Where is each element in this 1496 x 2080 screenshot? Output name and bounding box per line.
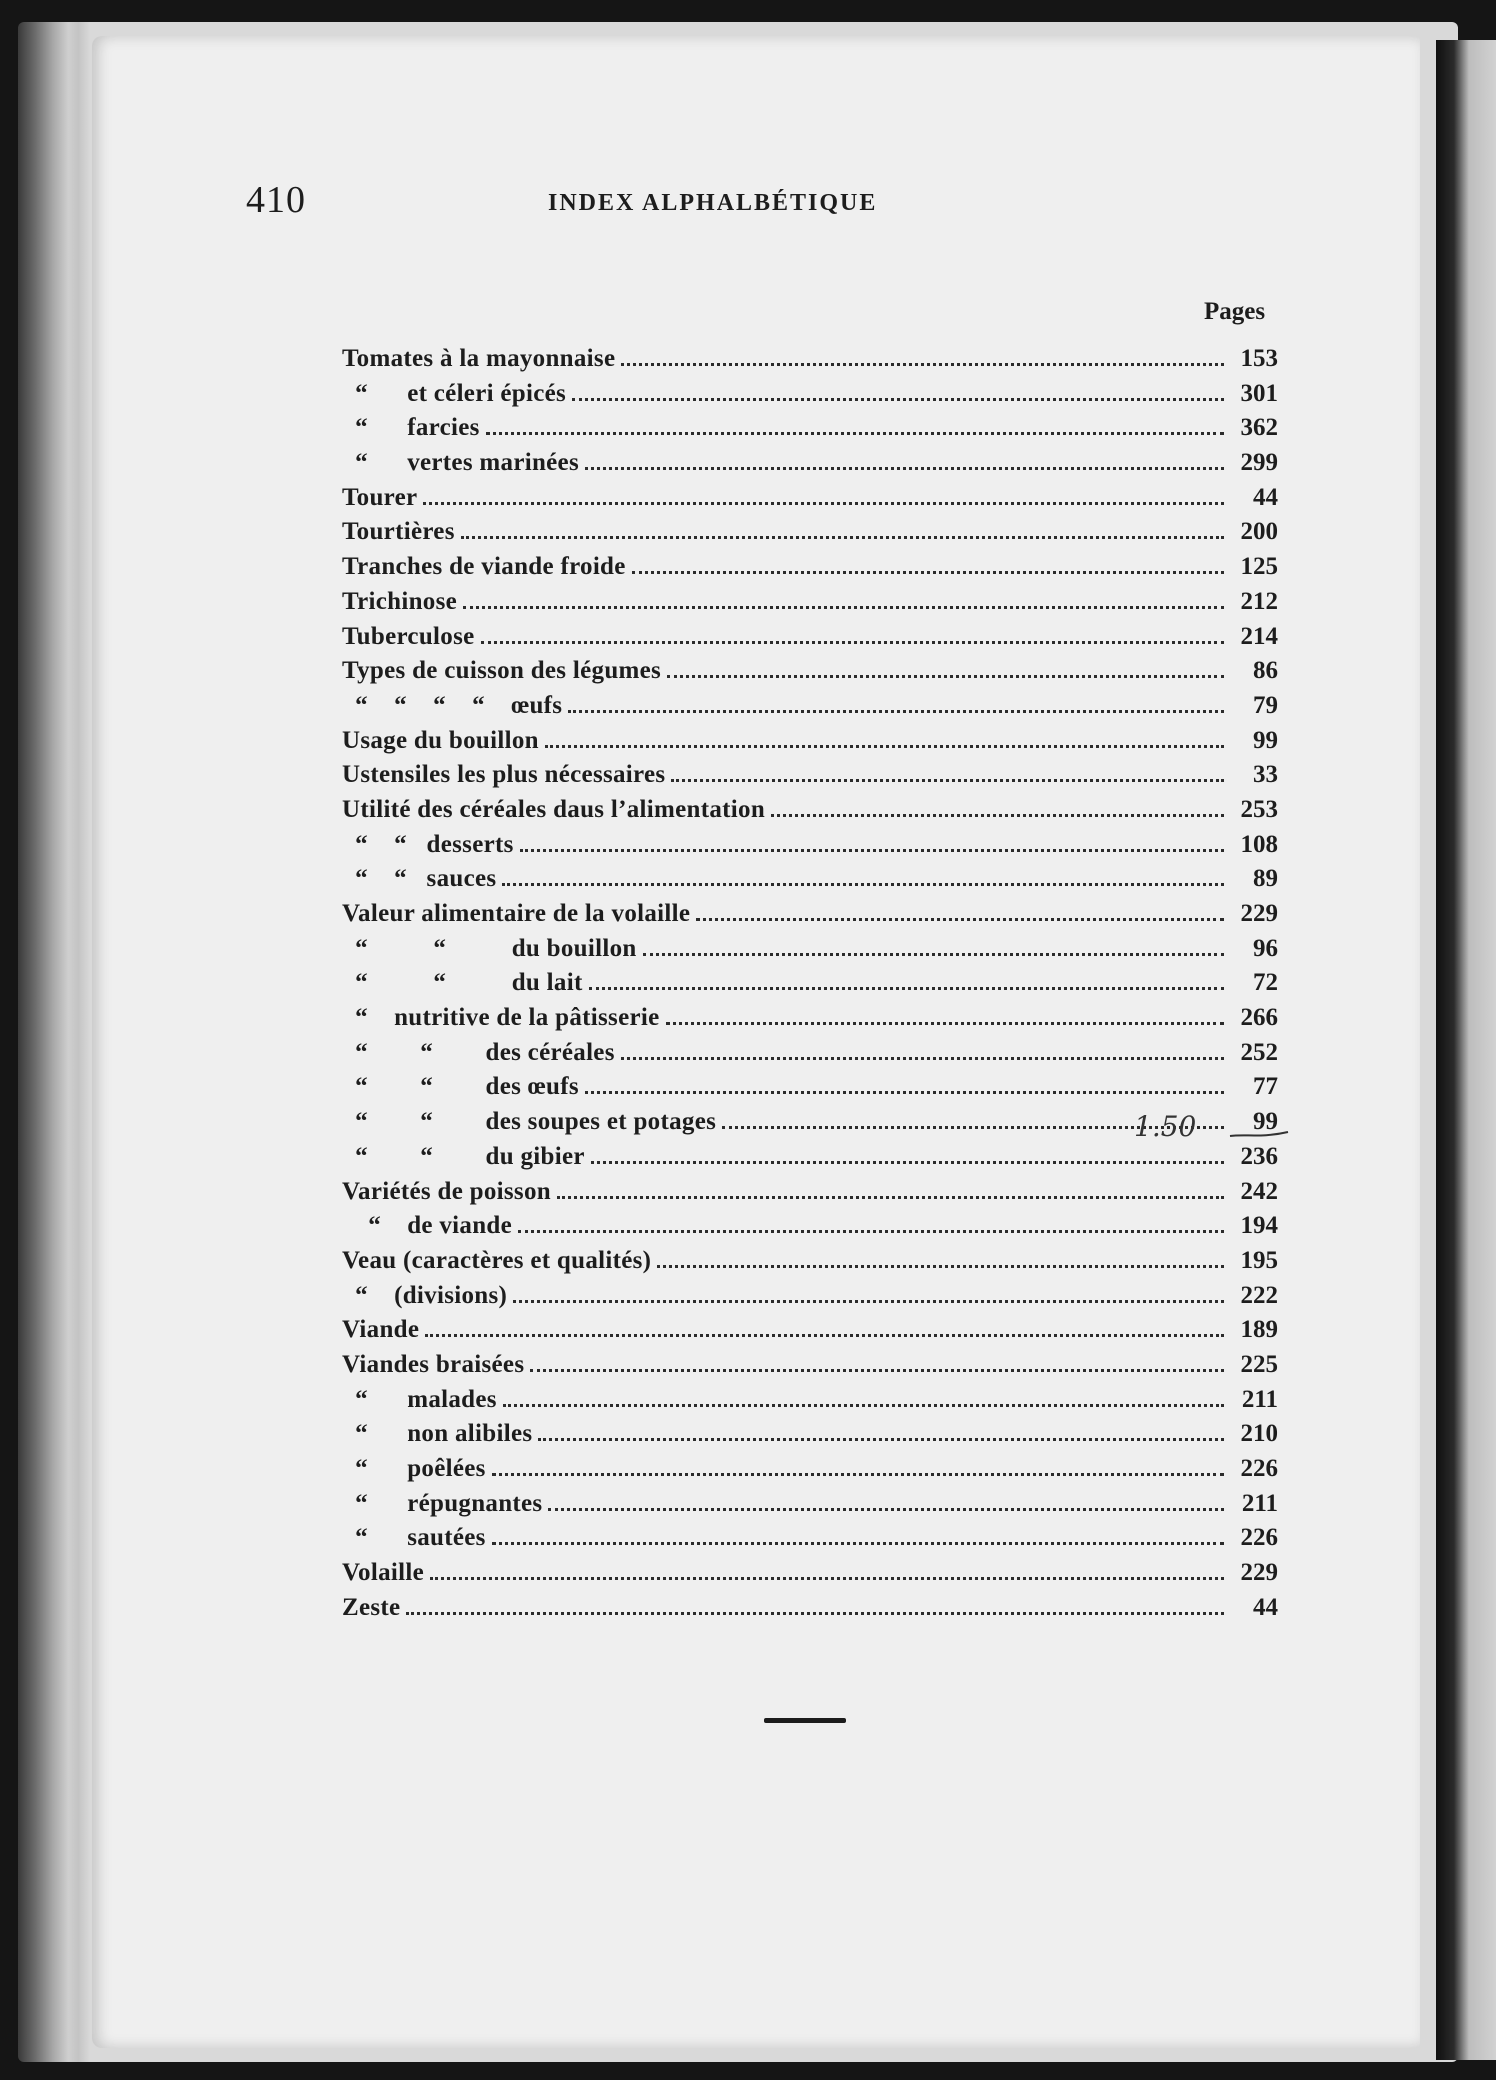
dot-leader	[430, 1577, 1224, 1580]
dot-leader	[621, 1057, 1224, 1060]
dot-leader	[632, 571, 1224, 574]
index-entry-label: Tomates à la mayonnaise	[342, 345, 616, 372]
index-entry-page: 195	[1240, 1246, 1278, 1274]
index-entry	[342, 1487, 1278, 1522]
index-entry-label: Ustensiles les plus nécessaires	[342, 761, 666, 789]
index-entry	[342, 932, 1278, 967]
index-entry	[342, 1452, 1278, 1487]
index-entry	[342, 1209, 1278, 1244]
index-entry-page: 362	[1240, 414, 1278, 442]
index-entry-page: 226	[1240, 1524, 1278, 1552]
index-entry	[342, 654, 1278, 689]
running-title: INDEX ALPHALBÉTIQUE	[548, 190, 878, 216]
index-entry-label: “ “ des œufs	[342, 1073, 579, 1101]
dot-leader	[585, 1091, 1224, 1094]
index-entry	[342, 377, 1278, 412]
dot-leader	[520, 849, 1224, 852]
index-entry	[342, 1521, 1278, 1556]
index-entry-label: “ “ du bouillon	[342, 934, 637, 962]
index-entry-label: “ répugnantes	[342, 1489, 543, 1517]
page-header	[246, 178, 1268, 238]
index-entry-label: Trichinose	[342, 587, 458, 615]
dot-leader	[461, 536, 1224, 539]
index-entry	[342, 515, 1278, 550]
index-entry-label: “ malades	[342, 1385, 497, 1413]
index-entry	[342, 966, 1278, 1001]
dot-leader	[502, 883, 1224, 886]
index-entry	[342, 1383, 1278, 1418]
dot-leader	[518, 1230, 1224, 1233]
index-entry-label: Tourtières	[342, 518, 455, 546]
dot-leader	[513, 1300, 1224, 1303]
index-entry-label: Tuberculose	[342, 622, 475, 650]
index-entry	[342, 1244, 1278, 1279]
pages-column-header: Pages	[1204, 298, 1266, 325]
dot-leader	[667, 675, 1224, 678]
dot-leader	[696, 918, 1224, 921]
index-entry	[342, 481, 1278, 516]
index-entry-label: “ “ “ “ œufs	[342, 691, 563, 719]
index-entry-page: 226	[1240, 1455, 1278, 1482]
dot-leader	[406, 1612, 1224, 1615]
handwritten-note: 1.50	[1134, 1110, 1197, 1143]
index-entry	[342, 342, 1278, 377]
index-entry-label: Veau (caractères et qualités)	[342, 1246, 652, 1274]
index-entry-page: 96	[1253, 934, 1278, 962]
index-entry-page: 44	[1253, 1593, 1278, 1621]
index-entry-label: Valeur alimentaire de la volaille	[342, 900, 691, 927]
index-entry	[342, 793, 1278, 828]
index-entry-page: 210	[1240, 1420, 1278, 1448]
index-entry-page: 108	[1240, 830, 1278, 858]
dot-leader	[771, 814, 1224, 817]
index-entry-label: “ (divisions)	[342, 1281, 508, 1309]
dot-leader	[621, 363, 1224, 366]
index-entry-page: 214	[1240, 622, 1278, 650]
index-entry-label: “ poêlées	[342, 1455, 486, 1482]
index-entry-label: Tourer	[342, 483, 418, 511]
index-entry-page: 229	[1240, 900, 1278, 927]
index-entry	[342, 550, 1278, 585]
index-entry-label: Volaille	[342, 1559, 425, 1587]
dot-leader	[538, 1438, 1224, 1441]
index-entry-label: “ non alibiles	[342, 1420, 533, 1448]
index-entry-label: Tranches de viande froide	[342, 553, 626, 581]
index-entry	[342, 620, 1278, 655]
index-entry-label: Zeste	[342, 1593, 401, 1621]
index-entry-label: Utilité des céréales daus l’alimentation	[342, 795, 766, 823]
index-entry-page: 153	[1240, 345, 1278, 372]
dot-leader	[548, 1508, 1224, 1511]
dot-leader	[492, 1542, 1224, 1545]
index-entry-page: 229	[1240, 1559, 1278, 1587]
index-entry	[342, 1556, 1278, 1591]
index-entry-label: “ “ sauces	[342, 865, 497, 893]
index-entry-page: 99	[1253, 726, 1278, 754]
index-entry	[342, 1140, 1278, 1175]
index-entry	[342, 1036, 1278, 1071]
index-list	[342, 342, 1278, 1625]
index-entry	[342, 1348, 1278, 1383]
dot-leader	[423, 502, 1224, 505]
index-entry-page: 242	[1240, 1177, 1278, 1205]
index-entry	[342, 1175, 1278, 1210]
index-entry	[342, 1417, 1278, 1452]
index-entry-page: 212	[1240, 587, 1278, 615]
index-entry	[342, 446, 1278, 481]
index-entry	[342, 1279, 1278, 1314]
index-entry-page: 89	[1253, 865, 1278, 893]
index-entry-page: 77	[1253, 1073, 1278, 1101]
index-entry	[342, 1313, 1278, 1348]
index-entry-label: Types de cuisson des légumes	[342, 657, 662, 685]
dot-leader	[503, 1404, 1224, 1407]
index-entry	[342, 828, 1278, 863]
index-entry-page: 33	[1253, 761, 1278, 789]
index-entry	[342, 758, 1278, 793]
index-entry-label: “ “ desserts	[342, 830, 514, 858]
index-entry-label: “ et céleri épicés	[342, 379, 567, 407]
dot-leader	[572, 398, 1224, 401]
index-entry-label: “ sautées	[342, 1524, 486, 1552]
dot-leader	[557, 1196, 1224, 1199]
index-entry-page: 72	[1253, 969, 1278, 997]
index-entry-label: “ “ des soupes et potages	[342, 1108, 717, 1136]
index-entry-label: “ “ du lait	[342, 969, 583, 997]
pencil-strike-mark	[1228, 1126, 1290, 1144]
index-entry-page: 299	[1240, 449, 1278, 477]
index-entry-label: “ “ du gibier	[342, 1142, 585, 1170]
index-entry-page: 194	[1240, 1212, 1278, 1240]
index-entry-page: 200	[1240, 518, 1278, 546]
dot-leader	[657, 1265, 1224, 1268]
dot-leader	[545, 745, 1224, 748]
index-entry	[342, 1001, 1278, 1036]
index-entry	[342, 585, 1278, 620]
index-entry-page: 211	[1241, 1385, 1278, 1413]
index-entry	[342, 1591, 1278, 1626]
dot-leader	[463, 606, 1224, 609]
index-entry-label: Viande	[342, 1316, 420, 1344]
index-entry-page: 236	[1240, 1142, 1278, 1170]
index-entry-label: “ “ des céréales	[342, 1038, 615, 1066]
dot-leader	[481, 641, 1225, 644]
dot-leader	[666, 1022, 1224, 1025]
index-entry-label: Variétés de poisson	[342, 1177, 551, 1205]
dot-leader	[589, 987, 1224, 990]
dot-leader	[591, 1161, 1224, 1164]
page-number: 410	[246, 179, 306, 221]
dot-leader	[486, 432, 1224, 435]
dot-leader	[530, 1369, 1224, 1372]
index-entry	[342, 689, 1278, 724]
index-entry-page: 252	[1240, 1038, 1278, 1066]
facing-page-edge	[1436, 40, 1496, 2060]
index-entry-page: 44	[1253, 483, 1278, 511]
index-entry-label: Viandes braisées	[342, 1350, 525, 1378]
index-entry-label: “ de viande	[342, 1212, 512, 1240]
index-entry	[342, 1070, 1278, 1105]
index-entry	[342, 897, 1278, 932]
dot-leader	[643, 953, 1224, 956]
index-entry	[342, 862, 1278, 897]
index-entry-label: “ nutritive de la pâtisserie	[342, 1004, 660, 1032]
index-entry-label: “ vertes marinées	[342, 449, 579, 477]
index-entry-page: 79	[1253, 691, 1278, 719]
index-entry-page: 253	[1240, 795, 1278, 823]
index-entry-page: 125	[1240, 553, 1278, 581]
index-entry	[342, 411, 1278, 446]
index-entry-page: 211	[1241, 1489, 1278, 1517]
dot-leader	[671, 779, 1224, 782]
dot-leader	[425, 1334, 1224, 1337]
index-entry-page: 189	[1240, 1316, 1278, 1344]
index-entry-page: 222	[1240, 1281, 1278, 1309]
dot-leader	[585, 467, 1224, 470]
index-entry	[342, 724, 1278, 759]
index-entry-page: 225	[1240, 1350, 1278, 1378]
index-entry-label: “ farcies	[342, 414, 480, 442]
index-entry-page: 301	[1240, 379, 1278, 407]
index-entry-page: 266	[1240, 1004, 1278, 1032]
dot-leader	[492, 1473, 1224, 1476]
dot-leader	[568, 710, 1224, 713]
index-entry-label: Usage du bouillon	[342, 726, 539, 754]
index-entry-page: 99	[1253, 1108, 1278, 1136]
end-rule	[764, 1718, 846, 1723]
index-entry-page: 86	[1253, 657, 1278, 685]
